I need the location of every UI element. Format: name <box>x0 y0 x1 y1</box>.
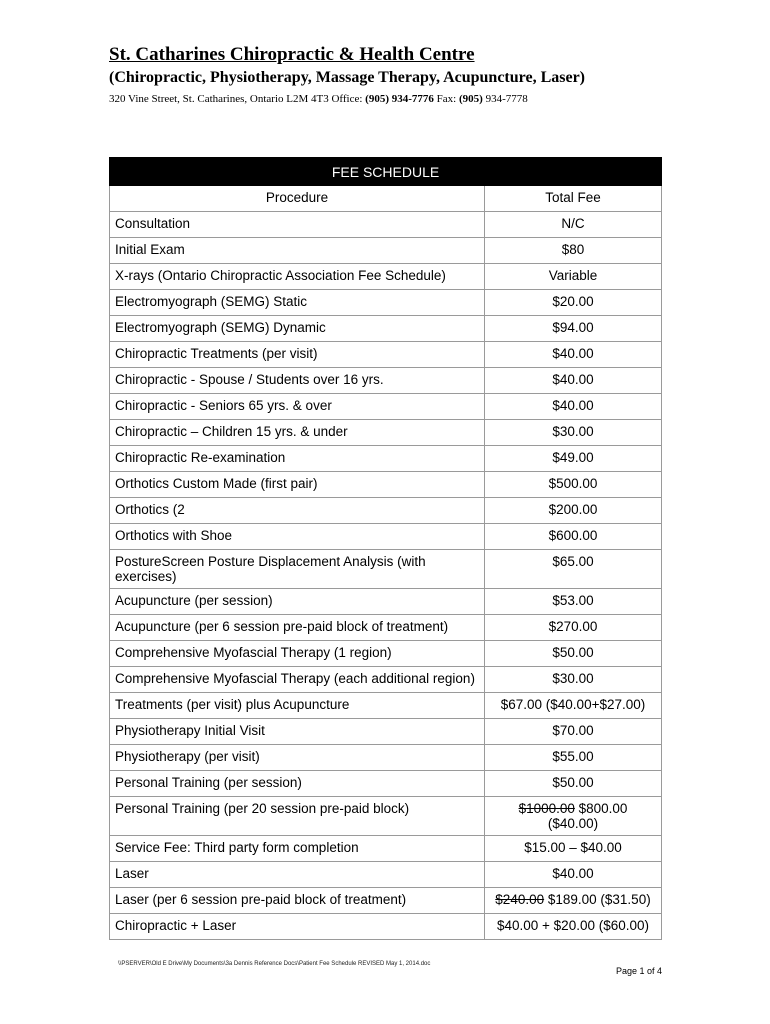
procedure-cell: Electromyograph (SEMG) Static <box>110 290 485 316</box>
procedure-cell: Laser (per 6 session pre-paid block of treatment) <box>110 888 485 914</box>
table-row <box>110 771 662 797</box>
fee-cell: $50.00 <box>485 771 662 797</box>
fee-note: ($40.00) <box>547 816 599 831</box>
table-row <box>110 368 662 394</box>
procedure-cell: Chiropractic - Spouse / Students over 16 yrs. <box>110 368 485 394</box>
fax-label: Fax: <box>433 93 459 105</box>
table-row <box>110 524 662 550</box>
procedure-cell: Laser <box>110 862 485 888</box>
table-row <box>110 342 662 368</box>
procedure-cell: Treatments (per visit) plus Acupuncture <box>110 693 485 719</box>
fee-cell: $67.00 ($40.00+$27.00) <box>485 693 662 719</box>
office-phone: (905) 934-7776 <box>365 93 434 105</box>
procedure-cell: Physiotherapy (per visit) <box>110 745 485 771</box>
table-row <box>110 264 662 290</box>
table-row <box>110 420 662 446</box>
procedure-cell: Physiotherapy Initial Visit <box>110 719 485 745</box>
table-row <box>110 446 662 472</box>
table-row <box>110 888 662 914</box>
table-header-row <box>110 186 662 212</box>
procedure-cell: Service Fee: Third party form completion <box>110 836 485 862</box>
procedure-cell: X-rays (Ontario Chiropractic Association Fee Schedule) <box>110 264 485 290</box>
procedure-cell: Comprehensive Myofascial Therapy (each additional region) <box>110 667 485 693</box>
fee-cell: $94.00 <box>485 316 662 342</box>
table-row <box>110 615 662 641</box>
document-file-path: \\PSERVER\Old E Drive\My Documents\3a Dennis Reference Docs\Patient Fee Schedule REVISED May 1, 2014.doc <box>118 961 431 967</box>
letterhead <box>109 44 729 106</box>
fee-cell <box>485 797 662 836</box>
fee-cell: $40.00 <box>485 342 662 368</box>
fee-column-header: Total Fee <box>485 186 662 212</box>
fee-schedule-table <box>109 157 662 940</box>
table-row <box>110 862 662 888</box>
table-row <box>110 238 662 264</box>
clinic-title: St. Catharines Chiropractic & Health Centre <box>109 44 475 65</box>
procedure-cell: Personal Training (per session) <box>110 771 485 797</box>
fee-cell: Variable <box>485 264 662 290</box>
procedure-cell: Acupuncture (per 6 session pre-paid block of treatment) <box>110 615 485 641</box>
table-row <box>110 498 662 524</box>
table-row <box>110 667 662 693</box>
procedure-cell: Acupuncture (per session) <box>110 589 485 615</box>
fee-cell: $55.00 <box>485 745 662 771</box>
fax-area-code: (905) <box>458 93 483 105</box>
procedure-cell: Personal Training (per 20 session pre-paid block) <box>110 797 485 836</box>
fee-cell: $15.00 – $40.00 <box>485 836 662 862</box>
procedure-cell: Chiropractic - Seniors 65 yrs. & over <box>110 394 485 420</box>
procedure-column-header: Procedure <box>110 186 485 212</box>
fee-cell: $40.00 <box>485 394 662 420</box>
fee-cell: N/C <box>485 212 662 238</box>
fee-cell: $270.00 <box>485 615 662 641</box>
fee-cell: $53.00 <box>485 589 662 615</box>
fee-schedule-banner: FEE SCHEDULE <box>110 158 662 186</box>
procedure-cell: Chiropractic – Children 15 yrs. & under <box>110 420 485 446</box>
procedure-cell: Comprehensive Myofascial Therapy (1 region) <box>110 641 485 667</box>
procedure-cell: Consultation <box>110 212 485 238</box>
fax-number: 934-7778 <box>482 93 528 105</box>
page-number: Page 1 of 4 <box>615 966 662 976</box>
table-row <box>110 316 662 342</box>
address-text: 320 Vine Street, St. Catharines, Ontario L2M 4T3 Office: <box>109 93 366 105</box>
table-row <box>110 914 662 940</box>
procedure-cell: PostureScreen Posture Displacement Analysis (with exercises) <box>110 550 485 589</box>
fee-cell: $70.00 <box>485 719 662 745</box>
address-line <box>109 92 729 106</box>
old-fee: $240.00 <box>495 892 545 907</box>
fee-cell: $500.00 <box>485 472 662 498</box>
services-subtitle: (Chiropractic, Physiotherapy, Massage Therapy, Acupuncture, Laser) <box>109 69 585 86</box>
table-row <box>110 745 662 771</box>
new-fee: $800.00 <box>574 801 628 816</box>
procedure-cell: Chiropractic Treatments (per visit) <box>110 342 485 368</box>
table-row <box>110 693 662 719</box>
fee-cell: $30.00 <box>485 420 662 446</box>
table-row <box>110 550 662 589</box>
table-row <box>110 212 662 238</box>
table-row <box>110 836 662 862</box>
table-row <box>110 719 662 745</box>
fee-cell: $40.00 <box>485 368 662 394</box>
table-row <box>110 589 662 615</box>
procedure-cell: Orthotics Custom Made (first pair) <box>110 472 485 498</box>
table-row <box>110 472 662 498</box>
procedure-cell: Electromyograph (SEMG) Dynamic <box>110 316 485 342</box>
table-row <box>110 394 662 420</box>
procedure-cell: Initial Exam <box>110 238 485 264</box>
fee-cell: $50.00 <box>485 641 662 667</box>
fee-cell: $80 <box>485 238 662 264</box>
fee-cell: $40.00 <box>485 862 662 888</box>
old-fee: $1000.00 <box>518 801 575 816</box>
fee-cell: $30.00 <box>485 667 662 693</box>
table-row <box>110 797 662 836</box>
table-row <box>110 290 662 316</box>
procedure-cell: Chiropractic Re-examination <box>110 446 485 472</box>
fee-cell: $600.00 <box>485 524 662 550</box>
fee-cell: $20.00 <box>485 290 662 316</box>
procedure-cell: Chiropractic + Laser <box>110 914 485 940</box>
fee-cell: $49.00 <box>485 446 662 472</box>
procedure-cell: Orthotics (2 <box>110 498 485 524</box>
fee-cell <box>485 888 662 914</box>
fee-cell: $40.00 + $20.00 ($60.00) <box>485 914 662 940</box>
procedure-cell: Orthotics with Shoe <box>110 524 485 550</box>
new-fee: $189.00 ($31.50) <box>544 892 651 907</box>
fee-cell: $65.00 <box>485 550 662 589</box>
fee-cell: $200.00 <box>485 498 662 524</box>
table-row <box>110 641 662 667</box>
